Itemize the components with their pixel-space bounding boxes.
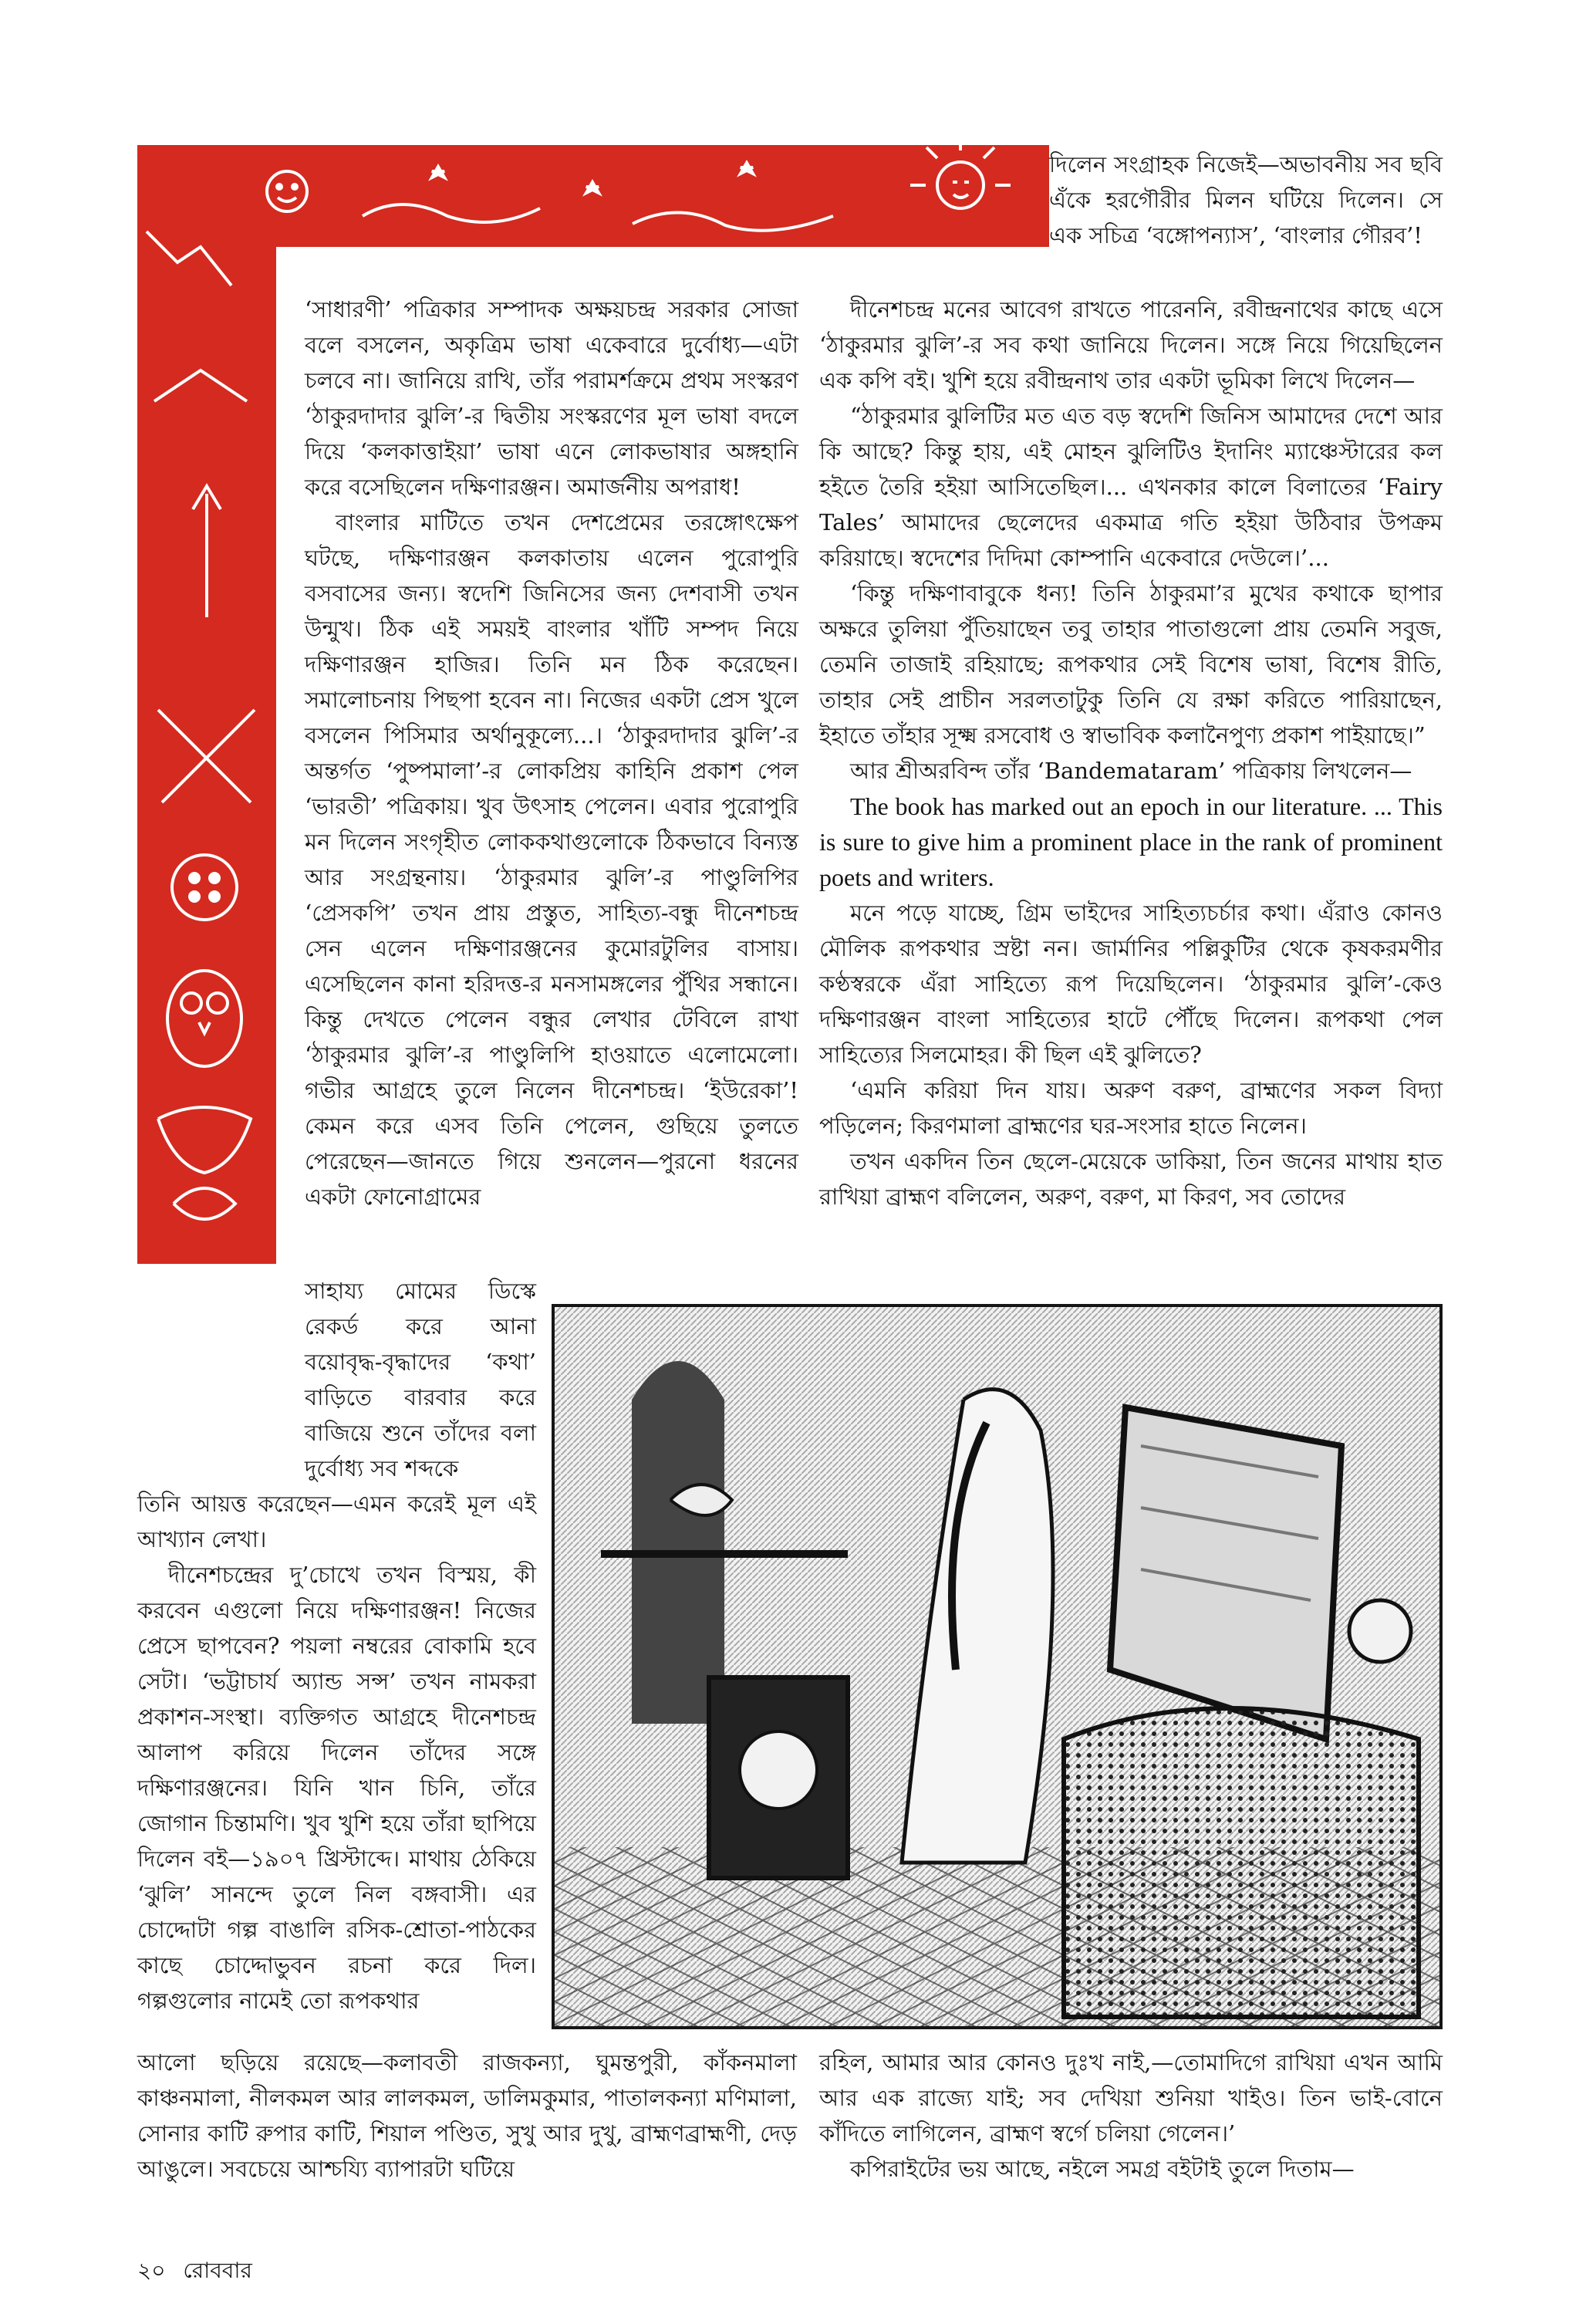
right-paragraph-4: কপিরাইটের ভয় আছে, নইলে সমগ্র বইটাই তুলে দিতাম— xyxy=(850,2156,1355,2182)
left-paragraph-2-end: তিনি আয়ত্ত করেছেন—এমন করেই মূল এই আখ্যান লেখা। xyxy=(137,1491,536,1552)
table-ornament xyxy=(1349,1600,1411,1662)
left-paragraph-1: ‘সাধারণী’ পত্রিকার সম্পাদক অক্ষয়চন্দ্র সরকার সোজা বলে বসলেন, অকৃত্রিম ভাষা একেবারে দুর্বোধ্য—এটা চলবে না। জানিয়ে রাখি, তাঁর পরামর্শক্রমে প্রথম সংস্করণ ‘ঠাকুরদাদার ঝুলি’-র দ্বিতীয় সংস্করণের মূল ভাষা বদলে দিয়ে ‘কলকাত্তাইয়া’ ভাষা এনে লোকভাষার অঙ্গহানি করে বসেছিলেন দক্ষিণারঞ্জন। অমার্জনীয় অপরাধ! xyxy=(305,296,798,500)
star-icon xyxy=(432,167,444,177)
border-top-band xyxy=(137,145,1049,247)
left-column-upper xyxy=(305,292,798,1214)
crossed-swords-icon xyxy=(158,710,255,802)
left-paragraph-2: বাংলার মাটিতে তখন দেশপ্রেমের তরঙ্গোৎক্ষেপ ঘটছে, দক্ষিণারঞ্জন কলকাতায় এলেন পুরোপুরি বসবাসের জন্য। স্বদেশি জিনিসের জন্য দেশবাসী তখন উন্মুখ। ঠিক এই সময়ই বাংলার খাঁটি সম্পদ নিয়ে দক্ষিণারঞ্জন হাজির। তিনি মন ঠিক করেছেন। সমালোচনায় পিছপা হবেন না। নিজের একটা প্রেস খুলে বসলেন পিসিমার অর্থানুকূল্যে...। ‘ঠাকুরদাদার ঝুলি’-র অন্তর্গত ‘পুষ্পমালা’-র লোকপ্রিয় কাহিনি প্রকাশ পেল ‘ভারতী’ পত্রিকায়। খুব উৎসাহ পেলেন। এবার পুরোপুরি মন দিলেন সংগৃহীত লোককথাগুলোকে ঠিকভাবে বিন্যস্ত আর সংগ্রন্থনায়। ‘ঠাকুরমার ঝুলি’-র পাণ্ডুলিপির ‘প্রেসকপি’ তখন প্রায় প্রস্তুত, সাহিত্য-বন্ধু দীনেশচন্দ্র সেন এলেন দক্ষিণারঞ্জনের কুমোরটুলির বাসায়। এসেছিলেন কানা হরিদত্ত-র মনসামঙ্গলের পুঁথির সন্ধানে। কিন্তু দেখতে পেলেন বন্ধুর লেখার টেবিলে রাখা ‘ঠাকুরমার ঝুলি’-র পাণ্ডুলিপি হাওয়াতে এলোমেলো। গভীর আগ্রহে তুলে নিলেন দীনেশচন্দ্র। ‘ইউরেকা’! কেমন করে এসব তিনি পেলেন, গুছিয়ে তুলতে পেরেছেন—জানতে গিয়ে শুনলেন—পুরনো ধরনের একটা ফোনোগ্রামের xyxy=(305,509,798,1210)
page-number: ২০ xyxy=(137,2258,166,2283)
owl-icon xyxy=(167,971,241,1066)
snake-icon xyxy=(174,1188,235,1219)
left-column-bottom xyxy=(137,2045,797,2187)
sun-icon xyxy=(937,162,984,208)
right-column-bottom xyxy=(819,2045,1443,2187)
fish-icon xyxy=(158,1107,251,1173)
pen-nib-icon xyxy=(193,486,221,617)
left-paragraph-3-end: আলো ছড়িয়ে রয়েছে—কলাবতী রাজকন্যা, ঘুমন্তপুরী, কাঁকনমালা কাঞ্চনমালা, নীলকমল আর লালকমল, ডালিমকুমার, পাতালকন্যা মণিমালা, সোনার কাটি রুপার কাটি, শিয়াল পণ্ডিত, সুখু আর দুখু, ব্রাহ্মণব্রাহ্মণী, দেড় আঙুলে। সবচেয়ে আশ্চয্যি ব্যাপারটা ঘটিয়ে xyxy=(137,2049,797,2182)
cloud-line xyxy=(363,204,540,222)
illustration-woman-with-parrot xyxy=(552,1304,1443,2029)
top-right-paragraph: দিলেন সংগ্রাহক নিজেই—অভাবনীয় সব ছবি এঁকে হরগৌরীর মিলন ঘটিয়ে দিলেন। সে এক সচিত্র ‘বঙ্গোপন্যাস’, ‘বাংলার গৌরব’! xyxy=(1049,151,1443,248)
top-right-text-block xyxy=(1049,147,1443,253)
magazine-name: রোববার xyxy=(183,2258,252,2283)
page-footer xyxy=(137,2257,252,2285)
tagore-quote-1: “ঠাকুরমার ঝুলিটির মত এত বড় স্বদেশি জিনিস আমাদের দেশে আর কি আছে? কিন্তু হায়, এই মোহন ঝুলিটিও ইদানিং ম্যাঞ্চেস্টারের কল হইতে তৈরি হইয়া আসিতেছিল।... এখনকার কালে বিলাতের ‘Fairy Tales’ আমাদের ছেলেদের একমাত্র গতি হইয়া উঠিবার উপক্রম করিয়াছে। স্বদেশের দিদিমা কোম্পানি একেবারে দেউলে।’... xyxy=(819,403,1443,571)
thakurmar-jhuli-quote-2: তখন একদিন তিন ছেলে-মেয়েকে ডাকিয়া, তিন জনের মাথায় হাত রাখিয়া ব্রাহ্মণ বলিলেন, অরুণ, বরুণ, মা কিরণ, সব তোদের xyxy=(819,1148,1443,1210)
arched-door xyxy=(632,1361,724,1724)
left-paragraph-2-continued: সাহায্য মোমের ডিস্কে রেকর্ড করে আনা বয়োবৃদ্ধ-বৃদ্ধাদের ‘কথা’ বাড়িতে বারবার করে বাজিয়ে শুনে তাঁদের বলা দুর্বোধ্য সব শব্দকে xyxy=(305,1278,536,1481)
button-ornament-icon xyxy=(172,855,237,920)
bird-wing-icon xyxy=(147,231,231,285)
draped-dressing-table xyxy=(1064,1708,1419,2017)
bat-icon xyxy=(154,370,247,401)
thakurmar-jhuli-quote-1: ‘এমনি করিয়া দিন যায়। অরুণ বরুণ, ব্রাহ্মণের সকল বিদ্যা পড়িলেন; কিরণমালা ব্রাহ্মণের ঘর-সংসার হাতে নিলেন। xyxy=(819,1077,1443,1139)
left-column-narrow xyxy=(305,1273,536,1486)
left-paragraph-3: দীনেশচন্দ্রের দু’চোখে তখন বিস্ময়, কী করবেন এগুলো নিয়ে দক্ষিণারঞ্জন! নিজের প্রেসে ছাপবেন? পয়লা নম্বরের বোকামি হবে সেটা। ‘ভট্টাচার্য অ্যান্ড সন্স’ তখন নামকরা প্রকাশন-সংস্থা। ব্যক্তিগত আগ্রহে দীনেশচন্দ্র আলাপ করিয়ে দিলেন তাঁদের সঙ্গে দক্ষিণারঞ্জনের। যিনি খান চিনি, তাঁরে জোগান চিন্তামণি। খুব খুশি হয়ে তাঁরা ছাপিয়ে দিলেন বই—১৯০৭ খ্রিস্টাব্দে। মাথায় ঠেকিয়ে ‘ঝুলি’ সানন্দে তুলে নিল বঙ্গবাসী। এর চোদ্দোটা গল্প বাঙালি রসিক-শ্রোতা-পাঠকের কাছে চোদ্দোভুবন রচনা করে দিল। গল্পগুলোর নামেই তো রূপকথার xyxy=(137,1562,536,2014)
right-paragraph-1: দীনেশচন্দ্র মনের আবেগ রাখতে পারেননি, রবীন্দ্রনাথের কাছে এসে ‘ঠাকুরমার ঝুলি’-র সব কথা জানিয়ে দিলেন। সঙ্গে নিয়ে গিয়েছিলেন এক কপি বই। খুশি হয়ে রবীন্দ্রনাথ তার একটা ভূমিকা লিখে দিলেন— xyxy=(819,296,1443,394)
border-left-band xyxy=(137,145,276,1264)
sun-face-icon xyxy=(267,171,307,211)
left-column-lower xyxy=(137,1486,536,2018)
thakurmar-jhuli-quote-2-end: রহিল, আমার আর কোনও দুঃখ নাই,—তোমাদিগে রাখিয়া এখন আমি আর এক রাজ্যে যাই; সব দেখিয়া শুনিয়া খাইও। তিন ভাই-বোনে কাঁদিতে লাগিলেন, ব্রাহ্মণ স্বর্গে চলিয়া গেলেন।’ xyxy=(819,2049,1443,2147)
right-column-upper xyxy=(819,292,1443,1214)
right-paragraph-2: আর শ্রীঅরবিন্দ তাঁর ‘Bandemataram’ পত্রিকায় লিখলেন— xyxy=(850,758,1412,784)
right-paragraph-3: মনে পড়ে যাচ্ছে, গ্রিম ভাইদের সাহিত্যচর্চার কথা। এঁরাও কোনও মৌলিক রূপকথার স্রষ্টা নন। জার্মানির পল্লিকুটির থেকে কৃষকরমণীর কণ্ঠস্বরকে এঁরা সাহিত্যে রূপ দিয়েছিলেন। ‘ঠাকুরমার ঝুলি’-কেও দক্ষিণারঞ্জন বাংলা সাহিত্যের হাটে পৌঁছে দিলেন। রূপকথা পেল সাহিত্যের সিলমোহর। কী ছিল এই ঝুলিতে? xyxy=(819,900,1443,1068)
bandemataram-quote: The book has marked out an epoch in our literature. ... This is sure to give him a prominent place in the rank of prominent poets and writers. xyxy=(819,792,1443,891)
tagore-quote-2: ‘কিন্তু দক্ষিণাবাবুকে ধন্য! তিনি ঠাকুরমা’র মুখের কথাকে ছাপার অক্ষরে তুলিয়া পুঁতিয়াছেন তবু তাহার পাতাগুলো প্রায় তেমনি সবুজ, তেমনি তাজাই রহিয়াছে; রূপকথার সেই বিশেষ ভাষা, বিশেষ রীতি, তাহার সেই প্রাচীন সরলতাটুকু তিনি যে রক্ষা করিতে পারিয়াছেন, ইহাতে তাঁহার সূক্ষ্ম রসবোধ ও স্বাভাবিক কলানৈপুণ্য প্রকাশ পাইয়াছে।” xyxy=(819,580,1443,748)
